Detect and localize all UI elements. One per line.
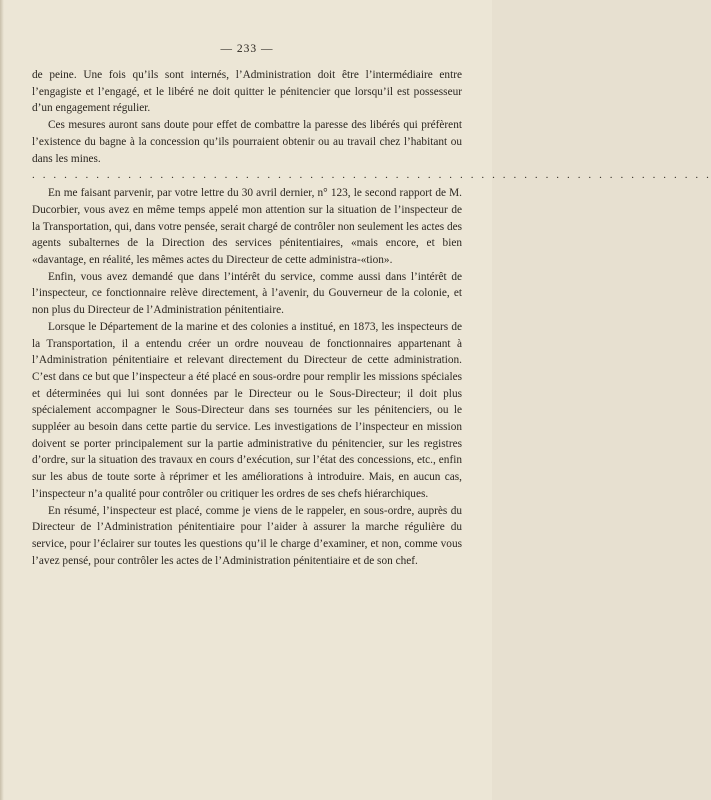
paragraph-5: Lorsque le Département de la marine et des colonies a institué, en 1873, les inspecteurs de la Transportation, il a entendu créer un ordre nouveau de fonctionnaires appartenant à l’Administration pénitentiaire et relevant directement du Directeur de cette administration. C’est dans ce but que l’inspecteur a été placé en sous-ordre pour remplir les missions spéciales et déterminées qui lui sont données par le Directeur ou le Sous-Directeur; il doit plus spécialement accompagner le Sous-Directeur dans ses tournées sur les pénitenciers, ou le suppléer au besoin dans cette partie du service. Les investigations de l’inspecteur en mission doivent se porter principalement sur la partie administrative du pénitencier, sur les registres d’ordre, sur la situation des travaux en cours d’exécution, sur l’état des concessions, etc., enfin sur les abus de toute sorte à réprimer et les améliorations à introduire. Mais, en aucun cas, l’inspecteur n’a qualité pour contrôler ou critiquer les ordres de ses chefs hiérarchiques. (32, 320, 462, 500)
paragraph-2: Ces mesures auront sans doute pour effet de combattre la paresse des libérés qui préfèrent l’existence du bagne à la concession qu’ils pourraient obtenir ou au travail chez l’habitant ou dans les mines. (32, 119, 462, 165)
ellipsis-separator: . . . . . . . . . . . . . . . . . . . . . . . . . . . . . . . . . . . . . . . . . . . . . . . . . . . . . . . . . . . . . . . . (32, 169, 711, 182)
page-gutter-shadow (0, 0, 4, 800)
paragraph-1: de peine. Une fois qu’ils sont internés, l’Administration doit être l’intermédiaire entre l’engagiste et l’engagé, et le libéré ne doit quitter le pénitencier que lorsqu’il est possesseur d’un engagement régulier. (32, 69, 462, 115)
paragraph-4: Enfin, vous avez demandé que dans l’intérêt du service, comme aussi dans l’intérêt de l’inspecteur, ce fonctionnaire relève directement, à l’avenir, du Gouverneur de la colonie, et non plus du Directeur de l’Administration pénitentiaire. (32, 270, 462, 317)
paragraph-3: En me faisant parvenir, par votre lettre du 30 avril dernier, n° 123, le second rapport de M. Ducorbier, vous avez en même temps appelé mon attention sur la situation de l’inspecteur de la Transportation, qui, dans votre pensée, serait chargé de contrôler non seulement les actes des agents subalternes de la Direction des services pénitentiaires, «mais encore, et bien «davantage, en réalité, les mêmes actes du Directeur de cette administra-«tion». (32, 187, 462, 267)
page-number: — 233 — (220, 43, 274, 55)
paragraph-6: En résumé, l’inspecteur est placé, comme je viens de le rappeler, en sous-ordre, auprès du Directeur de l’Administration pénitentiaire pour l’aider à assurer la marche régulière du service, pour l’éclairer sur toutes les questions qu’il le charge d’examiner, et non, comme vous l’avez pensé, pour contrôler les actes de l’Administration pénitentiaire et de son chef. (32, 504, 462, 567)
